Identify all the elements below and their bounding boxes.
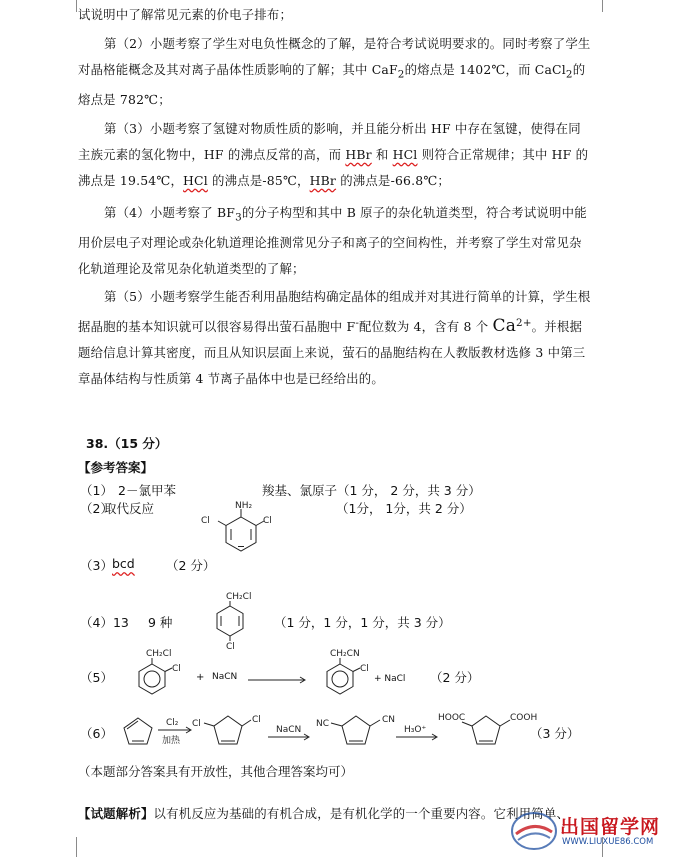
answer-2-text: 取代反应 [104, 501, 155, 516]
reactant-structure [128, 646, 192, 708]
ch2cn-label: CH₂CN [330, 649, 360, 659]
answer-6-score: （3 分） [530, 726, 580, 741]
answer-6-number: （6） [80, 726, 113, 741]
chloro-label: Cl [201, 516, 210, 526]
answer-3-number: （3） [80, 558, 113, 573]
chloro-label: Cl [192, 719, 201, 729]
reagent-nacn: NaCN [276, 725, 302, 735]
superscript: - [355, 317, 360, 329]
answer-3-text: bcd [112, 556, 135, 571]
benzene-ring [139, 664, 165, 694]
paragraph-q3 [78, 116, 592, 194]
paragraph-text: 和 [371, 147, 393, 162]
chloro-label: Cl [263, 516, 272, 526]
question-heading: 38.（15 分） [86, 436, 168, 451]
answer-5-number: （5） [80, 670, 113, 685]
answer-2-score: （1分， 1分，共 2 分） [336, 501, 472, 516]
subscript: 2 [565, 68, 573, 81]
reagent-nacn: NaCN [212, 672, 238, 682]
paragraph-text: 试说明中了解常见元素的价电子排布； [78, 7, 293, 22]
paragraph-text: 。并根据题给信息计算其密度，而且从知识层面上来说，萤石的晶胞结构在人教版教材选修 3 中第三章晶体结构与性质第 4 节离子晶体中也是已经给出的。 [78, 319, 586, 387]
subscript: 2 [397, 68, 405, 81]
benzene-ring [327, 664, 353, 694]
paragraph-text: 的沸点是-85℃， [207, 173, 310, 188]
paragraph-text: 第（4）小题考察了 BF [104, 205, 236, 220]
product-structure [316, 646, 380, 708]
answer-4-number: （4）13 [80, 615, 129, 630]
answer-1-groups: 羧基、氯原子（1 分， 2 分，共 3 分） [262, 483, 481, 498]
cyclopentene-dicarboxylic-acid-structure [438, 706, 538, 754]
chlorobenzyl-chloride-structure [202, 582, 272, 652]
dicyanocyclopentene-structure [316, 710, 400, 754]
analysis-label: 【试题解析】 [78, 806, 154, 821]
cyano-label: CN [382, 715, 396, 725]
answer-2-number: （2） [80, 501, 113, 516]
chloro-label: Cl [360, 664, 369, 674]
watermark-url: WWW.LIUXUE86.COM [562, 837, 654, 847]
five-membered-ring [342, 716, 370, 744]
term-hbr: HBr [345, 147, 372, 162]
answer-4-score: （1 分，1 分，1 分，共 3 分） [274, 615, 451, 630]
answer-heading: 【参考答案】 [78, 460, 154, 475]
analysis-text: 以有机反应为基础的有机合成，是有机化学的一个重要内容。它利用简单、 [153, 806, 570, 821]
superscript: 2+ [516, 317, 532, 329]
byproduct-nacl: + NaCl [374, 674, 406, 684]
paragraph-text: 第（2）小题考察了学生对电负性概念的了解，是符合考试说明要求的。同时考察了学生对晶格能概念及其对离子晶体性质影响的了解；其中 CaF [78, 36, 591, 77]
paragraph-text: 第（3）小题考察了氢键对物质性质的影响，并且能分析出 HF 中存在氢键，使得在同主族元素的氢化物中，HF 的沸点反常的高，而 [78, 121, 581, 162]
watermark-logo [510, 810, 670, 854]
five-membered-ring [472, 716, 500, 744]
ch2cl-label: CH₂Cl [226, 592, 252, 602]
answer-4-text: 9 种 [148, 615, 173, 630]
crop-mark-top-left [66, 0, 77, 12]
paragraph-q5 [78, 284, 592, 392]
answer-5-score: （2 分） [430, 670, 480, 685]
cyanation-arrow [268, 724, 312, 744]
paragraph-text: 的沸点是-66.8℃； [336, 173, 450, 188]
paragraph-text: 的分子构型和其中 B 原子的杂化轨道类型，符合考试说明中能用价层电子对理论或杂化轨道理论推测常见分子和离子的空间构性，并考察了学生对常见杂化轨道理论及常见杂化轨道类型的了解； [78, 205, 587, 277]
plus-sign: + [196, 672, 205, 683]
dichloroaniline-structure [196, 497, 286, 557]
chlorination-arrow [158, 716, 194, 746]
paragraph-text: 配位数为 4，含有 8 个 [359, 319, 493, 335]
open-answer-note: （本题部分答案具有开放性，其他合理答案均可） [78, 764, 354, 779]
answer-1-text: 2－氯甲苯 [118, 483, 176, 498]
term-hbr: HBr [309, 173, 337, 188]
crop-mark-top-right [602, 0, 613, 12]
subscript: 3 [235, 211, 242, 224]
five-membered-ring [124, 718, 152, 744]
calcium-ion: Ca [492, 316, 517, 337]
paragraph-text: 的熔点是 782℃； [78, 62, 586, 108]
cyclopentadiene-structure [118, 714, 158, 750]
hydrolysis-arrow [396, 724, 440, 744]
paragraph-q2 [78, 31, 592, 113]
paragraph-text: 第（5）小题考察学生能否利用晶胞结构确定晶体的组成并对其进行简单的计算，学生根据晶胞的基本知识就可以很容易得出萤石晶胞中 F [78, 289, 591, 335]
amino-label: NH₂ [235, 501, 253, 511]
dichlorocyclopentene-structure [192, 710, 264, 754]
five-membered-ring [214, 716, 242, 744]
ch2cl-label: CH₂Cl [146, 649, 172, 659]
heat-label: 加热 [162, 736, 181, 746]
chloro-label: Cl [252, 715, 261, 725]
term-hcl: HCl [183, 173, 208, 188]
paragraph-q4 [78, 200, 592, 282]
crop-mark-bottom-left [66, 837, 77, 857]
reagent-cl2: Cl₂ [166, 718, 179, 728]
reagent-h3o: H₃O⁺ [404, 725, 427, 735]
reaction-arrow [248, 676, 308, 684]
carboxyl-label: HOOC [438, 713, 466, 723]
answer-1-number: （1） [80, 483, 113, 498]
paragraph-0 [78, 2, 592, 28]
answer-3-score: （2 分） [166, 558, 216, 573]
cyano-label: NC [316, 719, 330, 729]
term-hcl: HCl [392, 147, 418, 162]
chloro-label: Cl [172, 664, 181, 674]
watermark-emblem-icon [510, 810, 558, 852]
chloro-label: Cl [226, 642, 235, 652]
watermark-name: 出国留学网 [560, 816, 661, 838]
paragraph-text: 则符合正常规律；其中 HF 的沸点是 19.54℃， [78, 147, 589, 188]
paragraph-text: 的熔点是 1402℃，而 CaCl [404, 62, 566, 77]
carboxyl-label: COOH [510, 713, 538, 723]
